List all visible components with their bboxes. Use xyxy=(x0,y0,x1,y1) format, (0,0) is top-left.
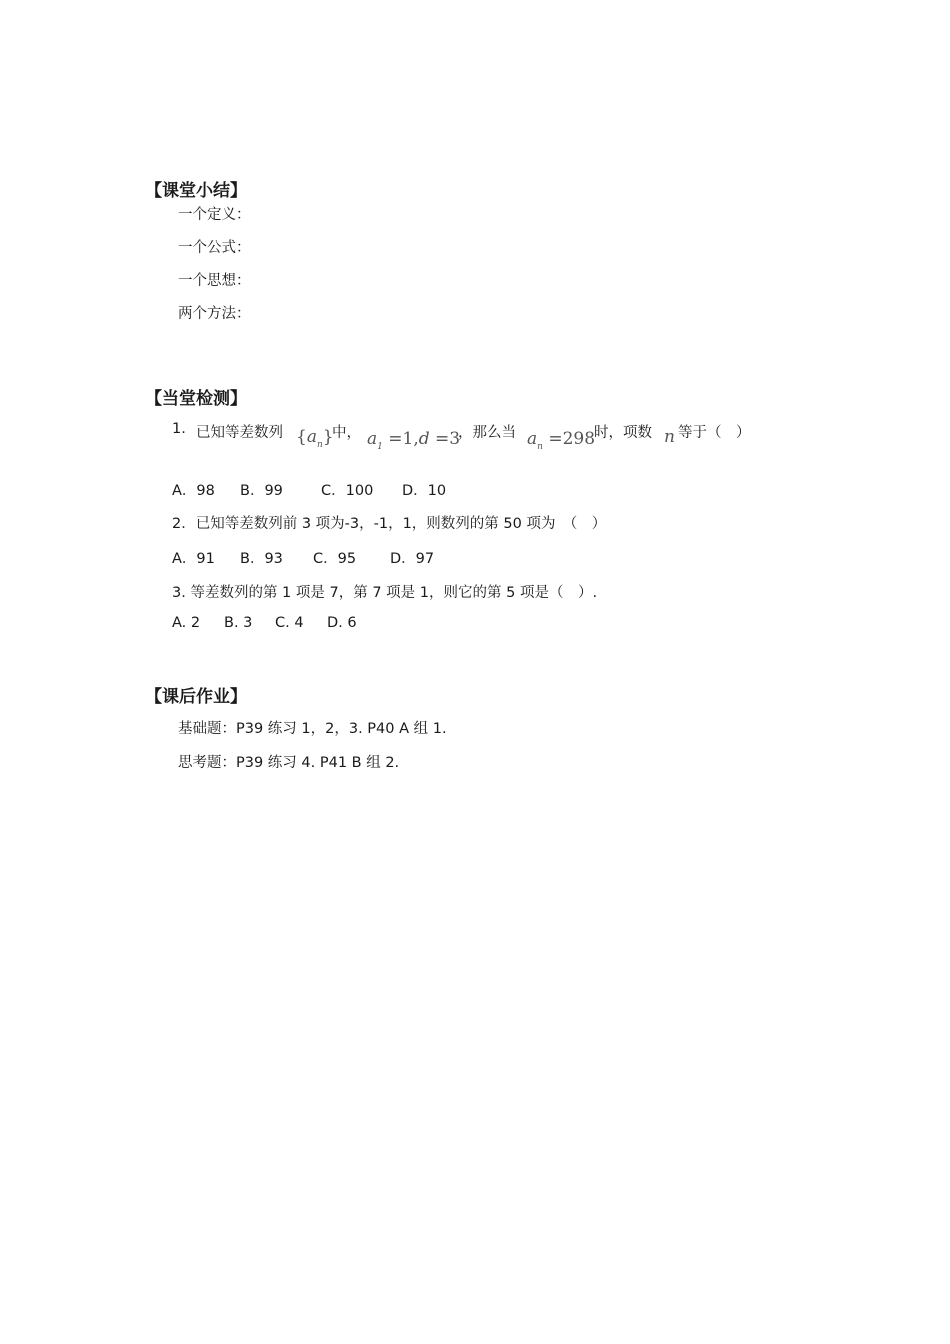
question-3-option-a: A. 2 xyxy=(172,615,201,631)
question-1-option-a: A．98 xyxy=(172,483,215,499)
question-1-number: 1. xyxy=(172,421,186,437)
question-3-option-c: C. 4 xyxy=(275,615,304,631)
question-1-option-b: B．99 xyxy=(240,483,283,499)
question-1-text-d: 时，项数 xyxy=(594,425,652,441)
question-1-n-var: n xyxy=(664,427,675,447)
question-2-option-d: D．97 xyxy=(390,551,435,567)
question-1-text-c: ，那么当 xyxy=(458,425,516,441)
summary-heading: 【课堂小结】 xyxy=(145,181,247,201)
question-1-option-c: C．100 xyxy=(321,483,374,499)
question-2-text: 2．已知等差数列前 3 项为-3，-1，1，则数列的第 50 项为 （ ） xyxy=(172,516,607,532)
homework-basic: 基础题：P39 练习 1，2，3. P40 A 组 1. xyxy=(178,721,447,737)
summary-formula: 一个公式： xyxy=(178,240,251,256)
check-heading: 【当堂检测】 xyxy=(145,389,247,409)
homework-thinking: 思考题：P39 练习 4. P41 B 组 2. xyxy=(178,755,400,771)
question-1-text-a: 已知等差数列 xyxy=(196,425,283,441)
question-1-option-d: D．10 xyxy=(402,483,447,499)
question-3-text: 3. 等差数列的第 1 项是 7，第 7 项是 1，则它的第 5 项是（ ）. xyxy=(172,585,598,601)
question-3-option-b: B. 3 xyxy=(224,615,253,631)
question-1-text-b: 中， xyxy=(332,425,361,441)
question-2-option-b: B．93 xyxy=(240,551,283,567)
question-1-text-e: 等于（ ） xyxy=(678,425,751,441)
summary-definition: 一个定义： xyxy=(178,207,251,223)
question-1-an-equation: $a_n =298$ xyxy=(527,429,596,452)
question-2-option-c: C．95 xyxy=(313,551,357,567)
question-1-condition: $a_1 =1,d =3$ xyxy=(367,429,461,452)
question-1-sequence: $\{a_n\}$ xyxy=(296,427,334,450)
summary-methods: 两个方法： xyxy=(178,306,251,322)
question-3-option-d: D. 6 xyxy=(327,615,357,631)
question-2-option-a: A．91 xyxy=(172,551,215,567)
homework-heading: 【课后作业】 xyxy=(145,687,247,707)
summary-idea: 一个思想： xyxy=(178,273,251,289)
